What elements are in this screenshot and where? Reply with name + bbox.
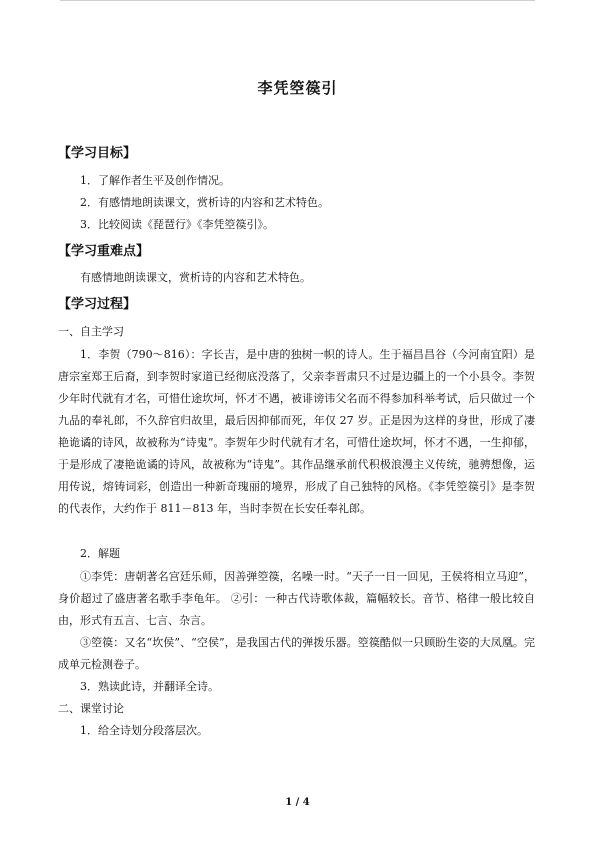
objectives-heading: 【学习目标】 bbox=[58, 146, 137, 161]
process-heading: 【学习过程】 bbox=[58, 297, 137, 312]
discussion-item-1: 1．给全诗划分段落层次。 bbox=[80, 724, 208, 737]
title-explanation-b-text: ③箜篌：又名“坎侯”、“空侯”，是我国古代的弹拨乐器。箜篌酷似一只顾盼生姿的大凤凰。完成单元检测卷子。 bbox=[58, 636, 535, 671]
read-and-translate: 3．熟读此诗，并翻译全诗。 bbox=[80, 680, 219, 693]
page-number: 1 / 4 bbox=[285, 797, 310, 808]
objective-item-3: 3．比较阅读《琵琶行》《李凭箜篌引》。 bbox=[80, 218, 274, 231]
objective-item-2: 2．有感情地朗读课文，赏析诗的内容和艺术特色。 bbox=[80, 196, 329, 209]
objective-item-1: 1．了解作者生平及创作情况。 bbox=[80, 174, 230, 187]
author-intro-paragraph bbox=[58, 344, 535, 520]
title-explanation-b bbox=[58, 632, 535, 676]
header-rule bbox=[60, 0, 535, 1]
key-points-heading: 【学习重难点】 bbox=[58, 244, 150, 259]
key-points-text: 有感情地朗读课文，赏析诗的内容和艺术特色。 bbox=[80, 271, 311, 284]
page-title: 李凭箜篌引 bbox=[257, 79, 338, 97]
title-explanation-heading: 2．解题 bbox=[80, 547, 120, 560]
author-intro-text: 1．李贺（790～816）：字长吉，是中唐的独树一帜的诗人。生于福昌昌谷（今河南宜阳）是唐宗室郑王后裔，到李贺时家道已经彻底没落了，父亲李晋肃只不过是边疆上的一个小县令。李贺少年时代就有才名，可惜仕途坎坷，怀才不遇，被诽谤讳父名而不得参加科举考试，后只做过一个九品的奉礼郎，不久辞官归故里，最后因抑郁而死，年仅 27 岁。正是因为这样的身世，形成了凄艳诡谲的诗风，故被称为“诗鬼”。李贺年少时代就有才名，可惜仕途坎坷，怀才不遇，一生抑郁，于是形成了凄艳诡谲的诗风，故被称为“诗鬼”。其作品继承前代积极浪漫主义传统，驰骋想像，运用传说，熔铸词彩，创造出一种新奇瑰丽的境界，形成了自己独特的风格。《李凭箜篌引》是李贺的代表作，大约作于 811－813 年，当时李贺在长安任奉礼郎。 bbox=[58, 348, 535, 515]
title-explanation-a-text: ①李凭：唐朝著名宫廷乐师，因善弹箜篌，名噪一时。“天子一日一回见，王侯将相立马迎”，身价超过了盛唐著名歌手李龟年。 ②引：一种古代诗歌体裁，篇幅较长。音节、格律一般比较自由，形式有五言、七言、杂言。 bbox=[58, 570, 535, 627]
discussion-heading: 二、课堂讨论 bbox=[58, 702, 124, 715]
self-study-heading: 一、自主学习 bbox=[58, 325, 124, 338]
title-explanation-a bbox=[58, 566, 535, 632]
